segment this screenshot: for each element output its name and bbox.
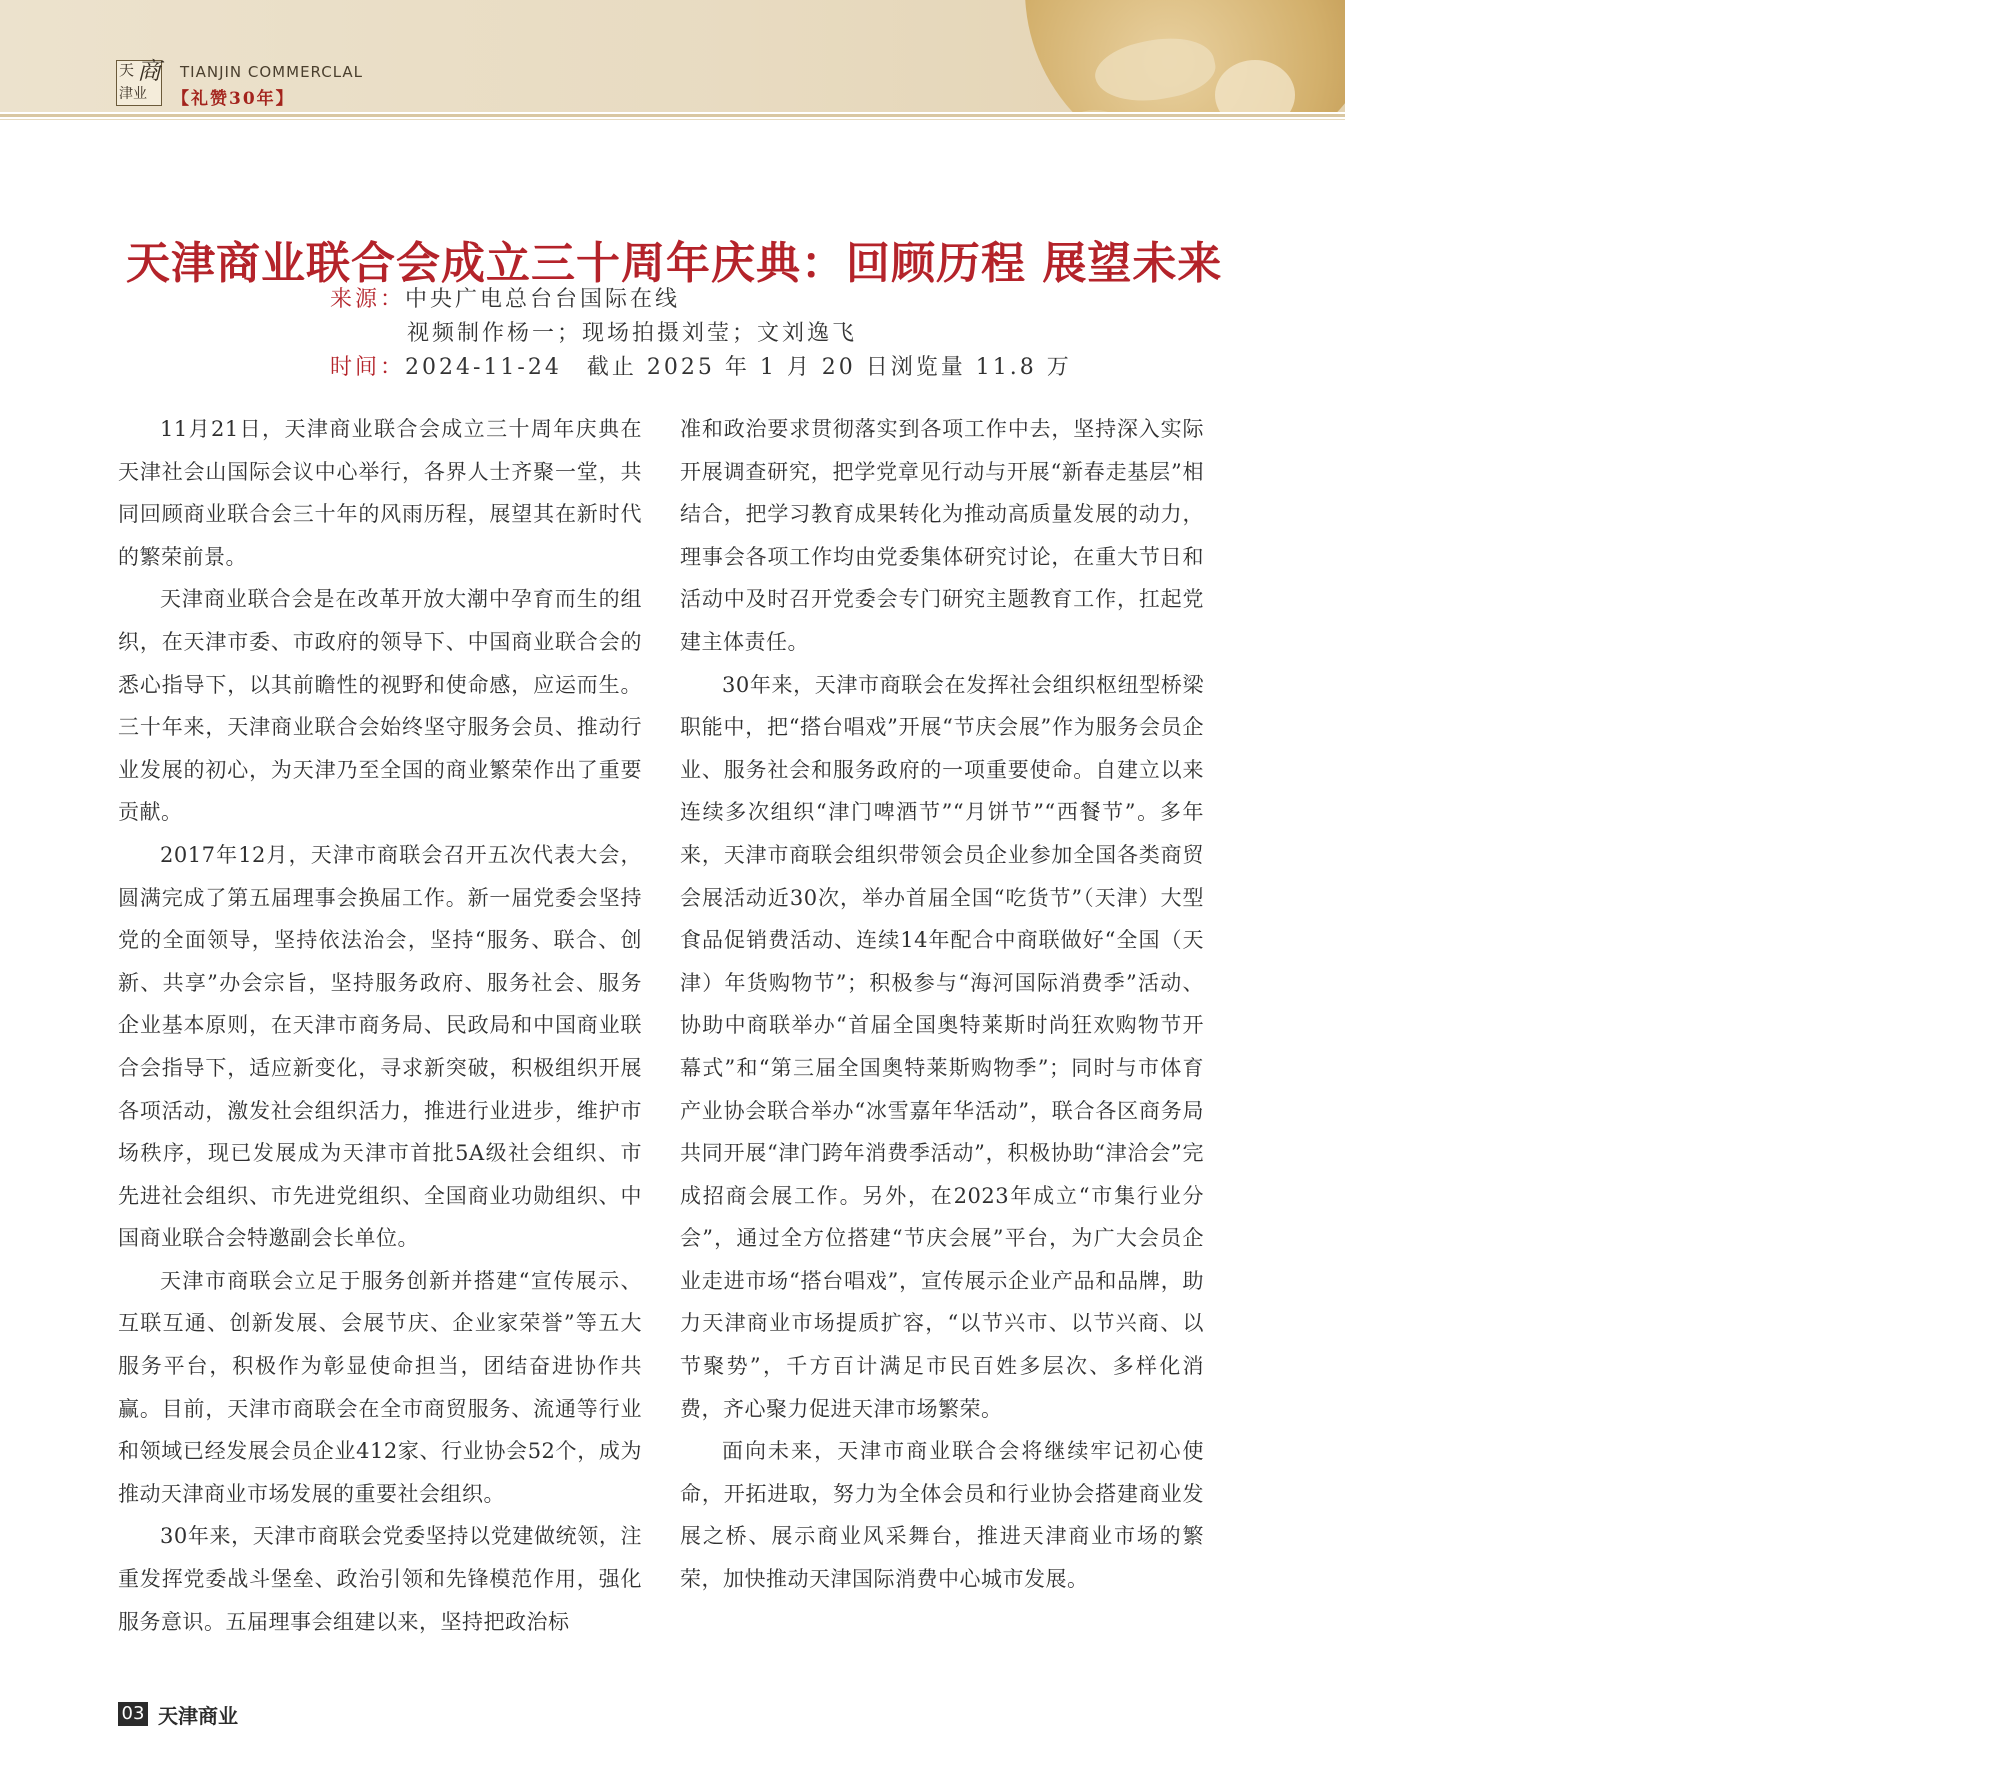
source-value: 中央广电总台台国际在线 bbox=[405, 287, 681, 312]
meta-source bbox=[330, 282, 680, 313]
paragraph: 面向未来，天津市商业联合会将继续牢记初心使命，开拓进取，努力为全体会员和行业协会搭建商业发展之桥、展示商业风采舞台，推进天津商业市场的繁荣，加快推动天津国际消费中心城市发展。 bbox=[680, 1439, 1204, 1592]
logo-char-tian: 天 bbox=[119, 61, 135, 79]
brand-english: TIANJIN COMMERCLAL bbox=[180, 63, 364, 81]
body-column-left bbox=[118, 408, 642, 1643]
header-divider-thin bbox=[0, 119, 1345, 120]
header-divider bbox=[0, 114, 1345, 117]
paragraph: 11月21日，天津商业联合会成立三十周年庆典在天津社会山国际会议中心举行，各界人士齐聚一堂，共同回顾商业联合会三十年的风雨历程，展望其在新时代的繁荣前景。 bbox=[118, 417, 642, 569]
article-title: 天津商业联合会成立三十周年庆典：回顾历程 展望未来 bbox=[126, 238, 1223, 290]
page-number: 03 bbox=[118, 1702, 148, 1726]
paragraph: 30年来，天津市商联会党委坚持以党建做统领，注重发挥党委战斗堡垒、政治引领和先锋模范作用，强化服务意识。五届理事会组建以来，坚持把政治标 bbox=[118, 1524, 642, 1634]
logo-char-shang: 商 bbox=[137, 57, 161, 85]
globe-graphic bbox=[1025, 0, 1345, 112]
logo-char-jinye: 津业 bbox=[119, 86, 147, 102]
meta-time bbox=[330, 350, 1072, 381]
publication-name: 天津商业 bbox=[158, 1704, 238, 1728]
magazine-logo bbox=[116, 57, 162, 106]
body-column-right bbox=[680, 408, 1204, 1601]
paragraph-continuation: 准和政治要求贯彻落实到各项工作中去，坚持深入实际开展调查研究，把学党章见行动与开展“新春走基层”相结合，把学习教育成果转化为推动高质量发展的动力，理事会各项工作均由党委集体研究讨论，在重大节日和活动中及时召开党委会专门研究主题教育工作，扛起党建主体责任。 bbox=[680, 417, 1204, 654]
paragraph: 30年来，天津市商联会在发挥社会组织枢纽型桥梁职能中，把“搭台唱戏”开展“节庆会展”作为服务会员企业、服务社会和服务政府的一项重要使命。自建立以来连续多次组织“津门啤酒节”“月饼节”“西餐节”。多年来，天津市商联会组织带领会员企业参加全国各类商贸会展活动近30次，举办首届全国“吃货节”（天津）大型食品促销费活动、连续14年配合中商联做好“全国（天津）年货购物节”；积极参与“海河国际消费季”活动、协助中商联举办“首届全国奥特莱斯时尚狂欢购物节开幕式”和“第三届全国奥特莱斯购物季”；同时与市体育产业协会联合举办“冰雪嘉年华活动”，联合各区商务局共同开展“津门跨年消费季活动”，积极协助“津洽会”完成招商会展工作。另外，在2023年成立“市集行业分会”，通过全方位搭建“节庆会展”平台，为广大会员企业走进市场“搭台唱戏”，宣传展示企业产品和品牌，助力天津商业市场提质扩容，“以节兴市、以节兴商、以节聚势”，千方百计满足市民百姓多层次、多样化消费，齐心聚力促进天津市场繁荣。 bbox=[680, 672, 1204, 1421]
time-value: 2024-11-24 截止 2025 年 1 月 20 日浏览量 11.8 万 bbox=[405, 355, 1072, 380]
paragraph: 2017年12月，天津市商联会召开五次代表大会，圆满完成了第五届理事会换届工作。新一届党委会坚持党的全面领导，坚持依法治会，坚持“服务、联合、创新、共享”办会宗旨，坚持服务政府、服务社会、服务企业基本原则，在天津市商务局、民政局和中国商业联合会指导下，适应新变化，寻求新突破，积极组织开展各项活动，激发社会组织活力，推进行业进步，维护市场秩序，现已发展成为天津市首批5A级社会组织、市先进社会组织、市先进党组织、全国商业功勋组织、中国商业联合会特邀副会长单位。 bbox=[118, 842, 642, 1251]
paragraph: 天津商业联合会是在改革开放大潮中孕育而生的组织，在天津市委、市政府的领导下、中国商业联合会的悉心指导下，以其前瞻性的视野和使命感，应运而生。三十年来，天津商业联合会始终坚守服务会员、推动行业发展的初心，为天津乃至全国的商业繁荣作出了重要贡献。 bbox=[118, 587, 642, 825]
time-label: 时间： bbox=[330, 355, 406, 380]
paragraph: 天津市商联会立足于服务创新并搭建“宣传展示、互联互通、创新发展、会展节庆、企业家荣誉”等五大服务平台，积极作为彰显使命担当，团结奋进协作共赢。目前，天津市商联会在全市商贸服务、流通等行业和领域已经发展会员企业412家、行业协会52个，成为推动天津商业市场发展的重要社会组织。 bbox=[118, 1268, 642, 1506]
meta-credit: 视频制作杨一；现场拍摄刘莹；文刘逸飞 bbox=[407, 321, 858, 346]
source-label: 来源： bbox=[330, 287, 406, 312]
column-tag: 【礼赞30年】 bbox=[172, 89, 295, 109]
